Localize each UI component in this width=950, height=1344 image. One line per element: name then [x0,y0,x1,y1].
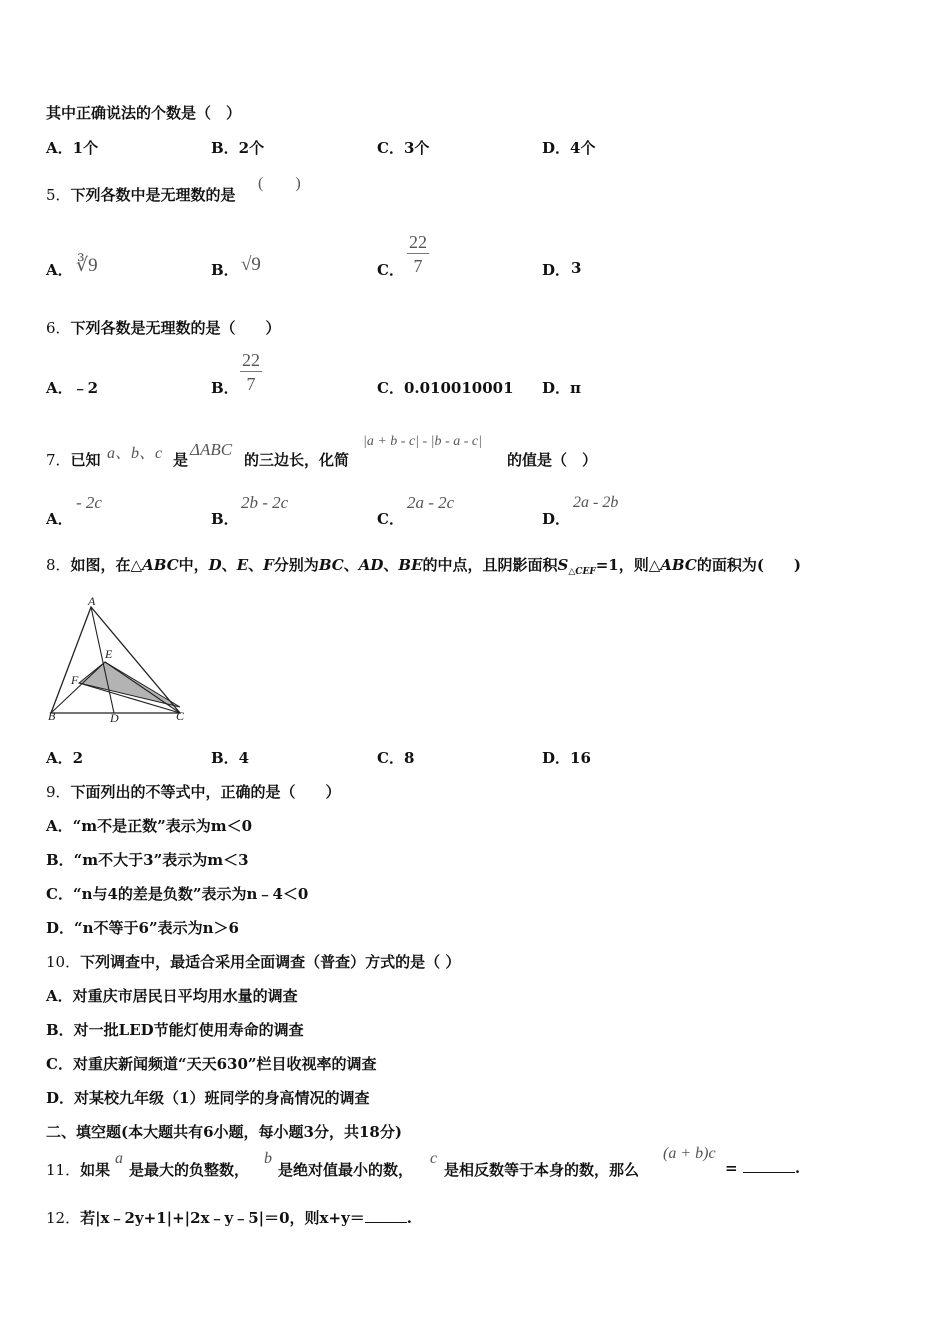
question-9-stem [46,781,341,802]
option-a: A．“m不是正数”表示为m＜0 [46,817,253,835]
option-a-label: A． [46,261,73,279]
stem-part: 如果 [80,1161,111,1179]
question-11-answer [725,1159,800,1177]
var-d: D [208,556,222,574]
question-text: 下列调查中，最适合采用全面调查（普查）方式的是（ ） [80,953,461,971]
option-c: C．对重庆新闻频道“天天630”栏目收视率的调查 [46,1055,377,1073]
stem-part: 的三边长，化简 [244,451,350,469]
option-b-expr: 2b - 2c [241,493,289,512]
section-heading: 二、填空题(本大题共有6小题，每小题3分，共18分) [46,1123,402,1141]
label-a: A [88,594,96,608]
sep: 、 [383,556,399,574]
stem-part: 是绝对值最小的数， [278,1161,414,1179]
variables-abc: a、b、c [107,445,163,462]
option-b-label: B． [211,379,239,397]
option-c: C．“n与4的差是负数”表示为n﹣4＜0 [46,885,309,903]
period: . [406,1209,413,1227]
stem-part: 分别为 [273,556,319,574]
stem-part: 的中点，且阴影面积 [422,556,558,574]
label-b: B [48,709,56,723]
var-s: S [557,556,569,574]
question-12-stem [46,1207,412,1228]
option-a: A．﹣2 [46,379,99,397]
var-be: BE [398,556,423,574]
sep: 、 [248,556,264,574]
stem-part: 中， [178,556,209,574]
question-text: 若|x﹣2y+1|+|2x﹣y﹣5|＝0，则x+y＝ [80,1209,365,1227]
var-abc: ABC [660,556,697,574]
question-text: 下面列出的不等式中，正确的是（ ） [70,783,341,801]
option-d-label: D． [542,261,571,279]
question-number: 7． [46,451,71,469]
option-c-label: C． [377,510,404,528]
option-a-expr: ∛9 [76,255,98,276]
var-c: c [430,1150,438,1167]
stem-part: 是最大的负整数， [129,1161,250,1179]
shaded-triangle-cef [79,662,180,707]
option-d: D．“n不等于6”表示为n＞6 [46,919,239,937]
option-b-fraction [240,349,262,396]
label-d: D [110,711,119,725]
option-d-label: D． [542,510,571,528]
period: . [794,1159,801,1177]
triangle-figure [44,594,196,726]
sep: 、 [221,556,237,574]
var-e: E [236,556,249,574]
option-c: C．3个 [377,139,430,157]
question-5-stem [46,184,236,205]
question-8-stem [46,554,801,577]
question-11-stem [46,1159,110,1180]
stem-part: 是 [173,451,189,469]
option-d: D．16 [542,749,591,767]
option-d-expr: 2a - 2b [573,494,619,511]
stem-part: =1，则△ [595,556,661,574]
option-d-value: 3 [571,259,582,277]
question-number: 6． [46,319,71,337]
stem-part: 的面积为( ) [696,556,802,574]
option-c-label: C． [377,261,404,279]
option-a: A．对重庆市居民日平均用水量的调查 [46,987,298,1005]
option-c-fraction [407,231,429,278]
question-text: 下列各数中是无理数的是 [70,186,236,204]
label-f: F [71,673,79,687]
option-b: B．2个 [211,139,265,157]
stem-part: 的值是（ ） [507,451,598,469]
option-a: A．2 [46,749,84,767]
option-b-expr: √9 [241,254,261,275]
subscript-cef: △CEF [568,567,596,577]
answer-blank [365,1222,407,1223]
question-6-stem [46,317,281,338]
question-4-stem: 其中正确说法的个数是（ ） [46,104,242,122]
question-number: 9． [46,783,71,801]
option-b: B．“m不大于3”表示为m＜3 [46,851,249,869]
question-number: 8． [46,556,71,574]
option-b: B．对一批LED节能灯使用寿命的调查 [46,1021,304,1039]
option-d: D．对某校九年级（1）班同学的身高情况的调查 [46,1089,370,1107]
var-f: F [263,556,274,574]
denominator: 7 [413,256,423,276]
option-c-expr: 2a - 2c [407,493,455,512]
var-b: b [264,1150,272,1167]
var-ad: AD [358,556,384,574]
option-b-label: B． [211,510,239,528]
label-e: E [105,647,113,661]
denominator: 7 [246,374,256,394]
answer-paren: ( ) [258,175,301,192]
label-c: C [176,709,185,723]
stem-part: 已知 [70,451,101,469]
var-abc: ABC [142,556,179,574]
question-number: 11． [46,1161,81,1179]
question-7-stem [46,449,101,470]
expression-a-plus-b-c: (a + b)c [663,1145,716,1162]
option-c: C．8 [377,749,415,767]
stem-part: 如图，在△ [70,556,143,574]
stem-part: 是相反数等于本身的数，那么 [444,1161,640,1179]
option-d: D．4个 [542,139,596,157]
equals-sign: = [725,1159,738,1177]
triangle-abc: ΔABC [190,440,233,459]
option-a-label: A． [46,510,73,528]
option-b: B．4 [211,749,250,767]
sep: 、 [343,556,359,574]
question-text: 下列各数是无理数的是（ ） [70,319,281,337]
option-c: C．0.010010001 [377,379,514,397]
var-a: a [115,1150,123,1167]
option-d: D．π [542,379,581,397]
option-a-expr: - 2c [76,493,102,512]
numerator: 22 [242,350,260,370]
option-a: A．1个 [46,139,99,157]
question-number: 5． [46,186,71,204]
question-number: 10． [46,953,81,971]
question-10-stem [46,951,460,972]
var-bc: BC [318,556,344,574]
option-b-label: B． [211,261,239,279]
absolute-expression: |a + b - c| - |b - a - c| [363,434,482,449]
numerator: 22 [409,232,427,252]
question-number: 12． [46,1209,81,1227]
answer-blank [743,1172,795,1173]
